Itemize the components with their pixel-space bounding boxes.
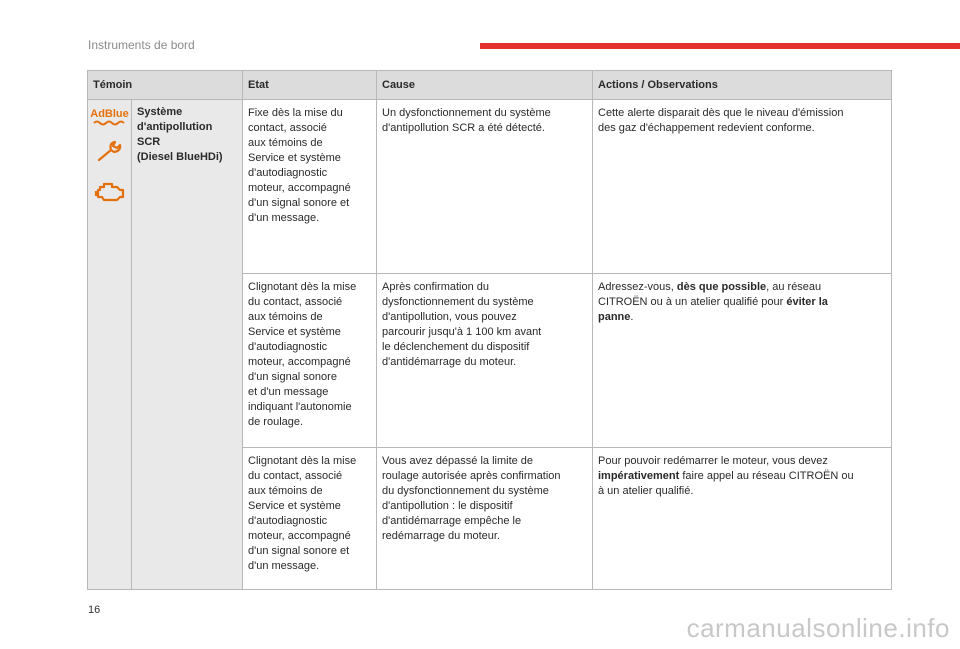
cell-text-line: Vous avez dépassé la limite de [382, 455, 534, 467]
emphasized-text: éviter la [786, 296, 828, 308]
column-header-temoin: Témoin [88, 71, 243, 100]
cell-text-line: moteur, accompagné [248, 182, 351, 194]
cell-text-line [598, 106, 886, 121]
emphasized-text: panne [598, 311, 631, 323]
cell-text-line: d'autodiagnostic [248, 515, 328, 527]
cell-text-line: d'un message. [248, 212, 320, 224]
cell-text-line: d'un message. [248, 560, 320, 572]
indicator-name-cell [132, 100, 243, 590]
cell-text-line: indiquant l'autonomie [248, 401, 352, 413]
cell-text-line: redémarrage du moteur. [382, 530, 501, 542]
cell-text-segment: , au réseau [766, 281, 822, 293]
section-accent-bar [480, 43, 960, 49]
column-header-actions: Actions / Observations [593, 71, 892, 100]
action-cell [593, 448, 892, 590]
cell-text-line [598, 280, 886, 295]
emphasized-text: dès que possible [676, 281, 767, 293]
cell-text-line: Un dysfonctionnement du système [382, 107, 551, 119]
emphasized-text: impérativement [598, 470, 680, 482]
cell-text-line: du dysfonctionnement du système [382, 485, 549, 497]
table-header-row [88, 71, 892, 100]
cell-text-line: d'autodiagnostic [248, 167, 328, 179]
cell-text-line: Service et système [248, 500, 341, 512]
adblue-wave [93, 120, 127, 126]
cell-text-line: parcourir jusqu'à 1 100 km avant [382, 326, 542, 338]
indicator-name-line: SCR [137, 136, 161, 148]
cell-text-line: roulage autorisée après confirmation [382, 470, 561, 482]
cell-text-line: Service et système [248, 326, 341, 338]
cell-text-line: d'antidémarrage empêche le [382, 515, 522, 527]
cell-text-segment: faire appel au réseau CITROËN ou [679, 470, 854, 482]
cause-cell [377, 100, 593, 274]
engine-icon [93, 178, 127, 206]
wrench-icon [95, 138, 125, 164]
etat-cell [243, 274, 377, 448]
cell-text-line [598, 469, 886, 484]
cell-text-line: Clignotant dès la mise [248, 455, 357, 467]
cell-text-segment: à un atelier qualifié. [598, 485, 694, 497]
column-header-cause: Cause [377, 71, 593, 100]
cell-text-segment: Cette alerte disparait dès que le niveau d'émission [598, 107, 844, 119]
page-number: 16 [88, 604, 101, 616]
column-header-etat: Etat [243, 71, 377, 100]
cell-text-line: et d'un message [248, 386, 329, 398]
cell-text-segment: des gaz d'échappement redevient conforme. [598, 122, 815, 134]
section-title: Instruments de bord [88, 38, 195, 52]
cell-text-line: d'antipollution, vous pouvez [382, 311, 517, 323]
cell-text-line: du contact, associé [248, 296, 343, 308]
cell-text-segment: Pour pouvoir redémarrer le moteur, vous devez [598, 455, 828, 467]
table-row [88, 100, 892, 274]
cell-text-line: d'antipollution SCR a été détecté. [382, 122, 545, 134]
cell-text-line: d'antidémarrage du moteur. [382, 356, 517, 368]
cell-text-line: Après confirmation du [382, 281, 489, 293]
cell-text-line: aux témoins de [248, 137, 323, 149]
action-cell [593, 274, 892, 448]
cell-text-line: moteur, accompagné [248, 356, 351, 368]
indicator-icons-cell [88, 100, 132, 590]
cell-text-segment: CITROËN ou à un atelier qualifié pour [598, 296, 787, 308]
cell-text-segment: Adressez-vous, [598, 281, 677, 293]
indicator-name-line: Système [137, 106, 183, 118]
cell-text-line [598, 484, 886, 499]
cell-text-line: d'un signal sonore et [248, 197, 350, 209]
cell-text-line: contact, associé [248, 122, 327, 134]
cell-text-line: moteur, accompagné [248, 530, 351, 542]
cell-text-line: d'un signal sonore [248, 371, 337, 383]
cause-cell [377, 448, 593, 590]
cell-text-line [598, 454, 886, 469]
etat-cell [243, 448, 377, 590]
cell-text-line [598, 295, 886, 310]
etat-cell [243, 100, 377, 274]
cell-text-line [598, 121, 886, 136]
cell-text-line: dysfonctionnement du système [382, 296, 534, 308]
cell-text-segment: . [630, 311, 634, 323]
cell-text-line: aux témoins de [248, 311, 323, 323]
indicator-name-line: (Diesel BlueHDi) [137, 151, 223, 163]
cell-text-line: Clignotant dès la mise [248, 281, 357, 293]
warning-lights-table [87, 70, 892, 590]
cell-text-line: le déclenchement du dispositif [382, 341, 530, 353]
adblue-icon [88, 108, 131, 126]
cell-text-line: Fixe dès la mise du [248, 107, 343, 119]
cell-text-line [598, 310, 886, 325]
watermark: carmanualsonline.info [686, 613, 950, 643]
cell-text-line: du contact, associé [248, 470, 343, 482]
cell-text-line: d'antipollution : le dispositif [382, 500, 513, 512]
cell-text-line: d'un signal sonore et [248, 545, 350, 557]
indicator-name-line: d'antipollution [137, 121, 213, 133]
cell-text-line: de roulage. [248, 416, 304, 428]
adblue-icon-label: AdBlue [90, 108, 129, 120]
action-cell [593, 100, 892, 274]
cell-text-line: d'autodiagnostic [248, 341, 328, 353]
cell-text-line: aux témoins de [248, 485, 323, 497]
cell-text-line: Service et système [248, 152, 341, 164]
cause-cell [377, 274, 593, 448]
